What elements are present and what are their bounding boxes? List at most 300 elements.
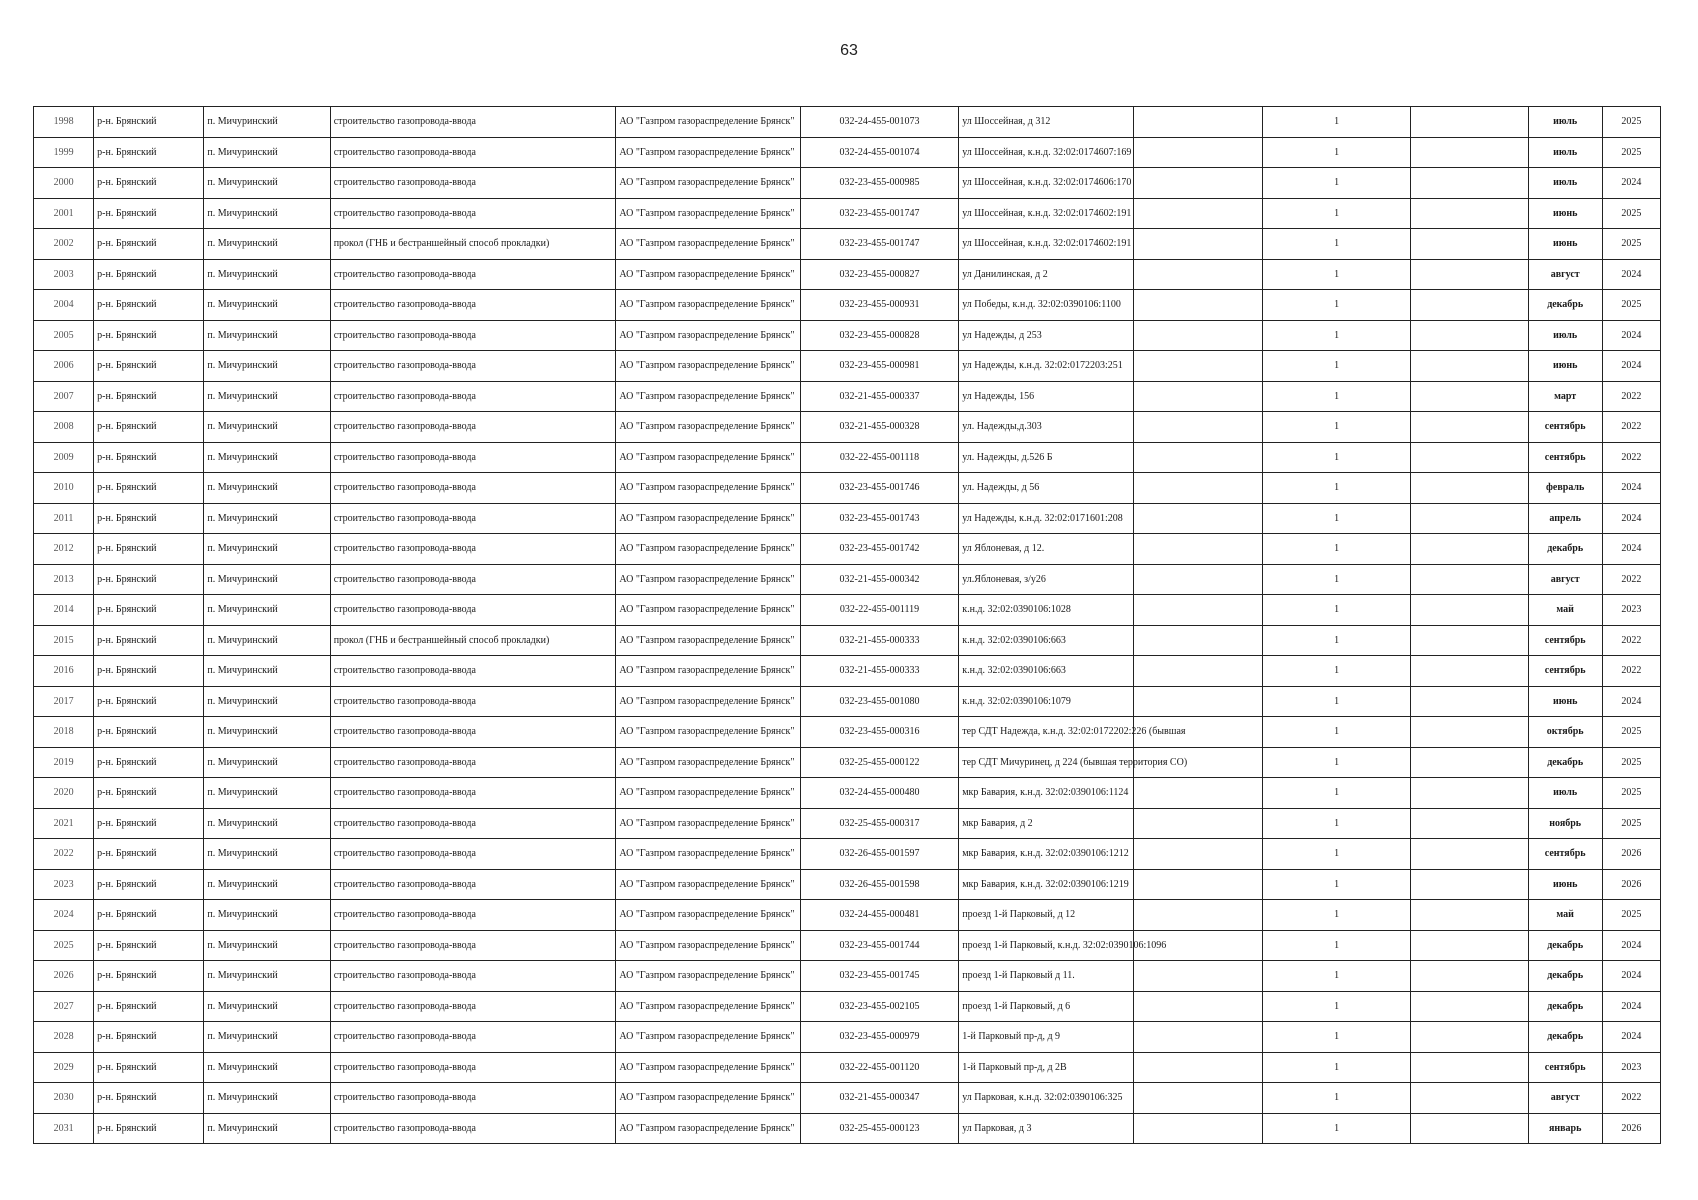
work-type-cell: строительство газопровода-ввода	[330, 991, 616, 1022]
year-cell: 2024	[1602, 168, 1660, 199]
address-cell: ул. Надежды, д 56	[959, 473, 1133, 504]
count-cell: 1	[1262, 534, 1410, 565]
organization-cell: АО "Газпром газораспределение Брянск"	[616, 168, 800, 199]
empty-cell	[1133, 1052, 1262, 1083]
month-cell: декабрь	[1528, 961, 1602, 992]
year-cell: 2025	[1602, 900, 1660, 931]
request-code-cell: 032-26-455-001598	[800, 869, 958, 900]
settlement-cell: п. Мичуринский	[204, 198, 330, 229]
row-number-cell: 2025	[34, 930, 94, 961]
row-number-cell: 2002	[34, 229, 94, 260]
request-code-cell: 032-24-455-000481	[800, 900, 958, 931]
address-cell: ул Шоссейная, д 312	[959, 107, 1133, 138]
row-number-cell: 2028	[34, 1022, 94, 1053]
work-type-cell: строительство газопровода-ввода	[330, 503, 616, 534]
request-code-cell: 032-22-455-001118	[800, 442, 958, 473]
request-code-cell: 032-23-455-001742	[800, 534, 958, 565]
empty-cell	[1411, 1113, 1528, 1144]
row-number-cell: 2008	[34, 412, 94, 443]
count-cell: 1	[1262, 900, 1410, 931]
empty-cell	[1411, 564, 1528, 595]
row-number-cell: 2023	[34, 869, 94, 900]
settlement-cell: п. Мичуринский	[204, 656, 330, 687]
organization-cell: АО "Газпром газораспределение Брянск"	[616, 778, 800, 809]
district-cell: р-н. Брянский	[94, 412, 204, 443]
empty-cell	[1411, 930, 1528, 961]
district-cell: р-н. Брянский	[94, 564, 204, 595]
district-cell: р-н. Брянский	[94, 229, 204, 260]
work-type-cell: строительство газопровода-ввода	[330, 961, 616, 992]
table-row	[34, 198, 1661, 229]
count-cell: 1	[1262, 686, 1410, 717]
month-cell: июль	[1528, 778, 1602, 809]
table-row	[34, 564, 1661, 595]
table-row	[34, 320, 1661, 351]
organization-cell: АО "Газпром газораспределение Брянск"	[616, 595, 800, 626]
work-type-cell: строительство газопровода-ввода	[330, 168, 616, 199]
year-cell: 2025	[1602, 717, 1660, 748]
address-cell: ул Яблоневая, д 12.	[959, 534, 1133, 565]
work-type-cell: строительство газопровода-ввода	[330, 442, 616, 473]
district-cell: р-н. Брянский	[94, 198, 204, 229]
work-type-cell: строительство газопровода-ввода	[330, 381, 616, 412]
settlement-cell: п. Мичуринский	[204, 930, 330, 961]
table-row	[34, 930, 1661, 961]
count-cell: 1	[1262, 1083, 1410, 1114]
work-type-cell: строительство газопровода-ввода	[330, 107, 616, 138]
address-cell: ул Надежды, к.н.д. 32:02:0172203:251	[959, 351, 1133, 382]
empty-cell	[1133, 686, 1262, 717]
request-code-cell: 032-26-455-001597	[800, 839, 958, 870]
request-code-cell: 032-23-455-000981	[800, 351, 958, 382]
table-row	[34, 595, 1661, 626]
settlement-cell: п. Мичуринский	[204, 717, 330, 748]
work-type-cell: строительство газопровода-ввода	[330, 900, 616, 931]
empty-cell	[1133, 198, 1262, 229]
year-cell: 2026	[1602, 839, 1660, 870]
row-number-cell: 1999	[34, 137, 94, 168]
organization-cell: АО "Газпром газораспределение Брянск"	[616, 656, 800, 687]
empty-cell	[1411, 198, 1528, 229]
district-cell: р-н. Брянский	[94, 137, 204, 168]
organization-cell: АО "Газпром газораспределение Брянск"	[616, 839, 800, 870]
month-cell: июль	[1528, 107, 1602, 138]
empty-cell	[1133, 564, 1262, 595]
work-type-cell: строительство газопровода-ввода	[330, 686, 616, 717]
month-cell: июль	[1528, 168, 1602, 199]
month-cell: июнь	[1528, 351, 1602, 382]
empty-cell	[1411, 717, 1528, 748]
district-cell: р-н. Брянский	[94, 656, 204, 687]
address-cell: мкр Бавария, к.н.д. 32:02:0390106:1219	[959, 869, 1133, 900]
request-code-cell: 032-25-455-000123	[800, 1113, 958, 1144]
month-cell: август	[1528, 1083, 1602, 1114]
work-type-cell: строительство газопровода-ввода	[330, 869, 616, 900]
row-number-cell: 2003	[34, 259, 94, 290]
address-cell: мкр Бавария, д 2	[959, 808, 1133, 839]
request-code-cell: 032-23-455-000979	[800, 1022, 958, 1053]
settlement-cell: п. Мичуринский	[204, 839, 330, 870]
table-row	[34, 137, 1661, 168]
empty-cell	[1411, 473, 1528, 504]
address-cell: ул. Надежды,д.303	[959, 412, 1133, 443]
work-type-cell: строительство газопровода-ввода	[330, 351, 616, 382]
row-number-cell: 2021	[34, 808, 94, 839]
count-cell: 1	[1262, 839, 1410, 870]
month-cell: декабрь	[1528, 747, 1602, 778]
request-code-cell: 032-23-455-001746	[800, 473, 958, 504]
empty-cell	[1411, 595, 1528, 626]
request-code-cell: 032-24-455-001073	[800, 107, 958, 138]
organization-cell: АО "Газпром газораспределение Брянск"	[616, 930, 800, 961]
table-row	[34, 503, 1661, 534]
settlement-cell: п. Мичуринский	[204, 564, 330, 595]
organization-cell: АО "Газпром газораспределение Брянск"	[616, 961, 800, 992]
request-code-cell: 032-23-455-000828	[800, 320, 958, 351]
address-cell: ул Шоссейная, к.н.д. 32:02:0174606:170	[959, 168, 1133, 199]
row-number-cell: 2014	[34, 595, 94, 626]
request-code-cell: 032-23-455-000827	[800, 259, 958, 290]
count-cell: 1	[1262, 717, 1410, 748]
month-cell: июль	[1528, 320, 1602, 351]
district-cell: р-н. Брянский	[94, 961, 204, 992]
table-row	[34, 1052, 1661, 1083]
work-type-cell: строительство газопровода-ввода	[330, 198, 616, 229]
empty-cell	[1133, 1113, 1262, 1144]
count-cell: 1	[1262, 1022, 1410, 1053]
address-cell: мкр Бавария, к.н.д. 32:02:0390106:1212	[959, 839, 1133, 870]
address-cell: ул Шоссейная, к.н.д. 32:02:0174607:169	[959, 137, 1133, 168]
organization-cell: АО "Газпром газораспределение Брянск"	[616, 1083, 800, 1114]
empty-cell	[1133, 1083, 1262, 1114]
organization-cell: АО "Газпром газораспределение Брянск"	[616, 869, 800, 900]
organization-cell: АО "Газпром газораспределение Брянск"	[616, 473, 800, 504]
district-cell: р-н. Брянский	[94, 625, 204, 656]
district-cell: р-н. Брянский	[94, 1083, 204, 1114]
row-number-cell: 2016	[34, 656, 94, 687]
row-number-cell: 2018	[34, 717, 94, 748]
empty-cell	[1133, 808, 1262, 839]
work-type-cell: строительство газопровода-ввода	[330, 1083, 616, 1114]
district-cell: р-н. Брянский	[94, 747, 204, 778]
settlement-cell: п. Мичуринский	[204, 229, 330, 260]
year-cell: 2025	[1602, 198, 1660, 229]
year-cell: 2025	[1602, 290, 1660, 321]
request-code-cell: 032-25-455-000317	[800, 808, 958, 839]
empty-cell	[1411, 625, 1528, 656]
organization-cell: АО "Газпром газораспределение Брянск"	[616, 442, 800, 473]
organization-cell: АО "Газпром газораспределение Брянск"	[616, 1052, 800, 1083]
count-cell: 1	[1262, 137, 1410, 168]
work-type-cell: строительство газопровода-ввода	[330, 259, 616, 290]
table-row	[34, 778, 1661, 809]
empty-cell	[1411, 900, 1528, 931]
table-row	[34, 290, 1661, 321]
table-row	[34, 686, 1661, 717]
address-cell: мкр Бавария, к.н.д. 32:02:0390106:1124	[959, 778, 1133, 809]
district-cell: р-н. Брянский	[94, 320, 204, 351]
empty-cell	[1133, 168, 1262, 199]
settlement-cell: п. Мичуринский	[204, 503, 330, 534]
row-number-cell: 2004	[34, 290, 94, 321]
work-type-cell: строительство газопровода-ввода	[330, 595, 616, 626]
empty-cell	[1133, 137, 1262, 168]
empty-cell	[1411, 137, 1528, 168]
row-number-cell: 2022	[34, 839, 94, 870]
address-cell: проезд 1-й Парковый, д 12	[959, 900, 1133, 931]
work-type-cell: строительство газопровода-ввода	[330, 473, 616, 504]
settlement-cell: п. Мичуринский	[204, 168, 330, 199]
empty-cell	[1411, 168, 1528, 199]
address-cell: ул Надежды, д 253	[959, 320, 1133, 351]
table-row	[34, 1022, 1661, 1053]
empty-cell	[1133, 900, 1262, 931]
year-cell: 2025	[1602, 808, 1660, 839]
organization-cell: АО "Газпром газораспределение Брянск"	[616, 686, 800, 717]
table-row	[34, 991, 1661, 1022]
empty-cell	[1411, 503, 1528, 534]
month-cell: сентябрь	[1528, 442, 1602, 473]
table-row	[34, 869, 1661, 900]
district-cell: р-н. Брянский	[94, 1022, 204, 1053]
row-number-cell: 2007	[34, 381, 94, 412]
empty-cell	[1411, 808, 1528, 839]
address-cell: ул Победы, к.н.д. 32:02:0390106:1100	[959, 290, 1133, 321]
year-cell: 2024	[1602, 961, 1660, 992]
empty-cell	[1133, 595, 1262, 626]
year-cell: 2026	[1602, 1113, 1660, 1144]
count-cell: 1	[1262, 930, 1410, 961]
row-number-cell: 2013	[34, 564, 94, 595]
address-cell: ул. Надежды, д.526 Б	[959, 442, 1133, 473]
district-cell: р-н. Брянский	[94, 839, 204, 870]
month-cell: сентябрь	[1528, 839, 1602, 870]
district-cell: р-н. Брянский	[94, 1113, 204, 1144]
year-cell: 2023	[1602, 595, 1660, 626]
work-type-cell: строительство газопровода-ввода	[330, 1052, 616, 1083]
address-cell: ул Шоссейная, к.н.д. 32:02:0174602:191	[959, 229, 1133, 260]
row-number-cell: 2000	[34, 168, 94, 199]
month-cell: июнь	[1528, 869, 1602, 900]
empty-cell	[1411, 839, 1528, 870]
month-cell: май	[1528, 595, 1602, 626]
empty-cell	[1411, 1083, 1528, 1114]
month-cell: июнь	[1528, 686, 1602, 717]
count-cell: 1	[1262, 381, 1410, 412]
settlement-cell: п. Мичуринский	[204, 320, 330, 351]
request-code-cell: 032-21-455-000333	[800, 625, 958, 656]
year-cell: 2024	[1602, 351, 1660, 382]
request-code-cell: 032-21-455-000342	[800, 564, 958, 595]
month-cell: декабрь	[1528, 930, 1602, 961]
organization-cell: АО "Газпром газораспределение Брянск"	[616, 717, 800, 748]
table-row	[34, 717, 1661, 748]
request-code-cell: 032-23-455-002105	[800, 991, 958, 1022]
organization-cell: АО "Газпром газораспределение Брянск"	[616, 900, 800, 931]
empty-cell	[1133, 412, 1262, 443]
row-number-cell: 2029	[34, 1052, 94, 1083]
month-cell: март	[1528, 381, 1602, 412]
year-cell: 2026	[1602, 869, 1660, 900]
district-cell: р-н. Брянский	[94, 442, 204, 473]
settlement-cell: п. Мичуринский	[204, 137, 330, 168]
request-code-cell: 032-22-455-001120	[800, 1052, 958, 1083]
count-cell: 1	[1262, 778, 1410, 809]
table-row	[34, 412, 1661, 443]
settlement-cell: п. Мичуринский	[204, 259, 330, 290]
year-cell: 2022	[1602, 412, 1660, 443]
address-cell: 1-й Парковый пр-д, д 9	[959, 1022, 1133, 1053]
settlement-cell: п. Мичуринский	[204, 381, 330, 412]
settlement-cell: п. Мичуринский	[204, 534, 330, 565]
address-cell: ул Надежды, 156	[959, 381, 1133, 412]
settlement-cell: п. Мичуринский	[204, 900, 330, 931]
year-cell: 2024	[1602, 259, 1660, 290]
row-number-cell: 2001	[34, 198, 94, 229]
organization-cell: АО "Газпром газораспределение Брянск"	[616, 808, 800, 839]
year-cell: 2022	[1602, 381, 1660, 412]
table-row	[34, 961, 1661, 992]
empty-cell	[1411, 778, 1528, 809]
table-row	[34, 473, 1661, 504]
empty-cell	[1411, 412, 1528, 443]
empty-cell	[1133, 1022, 1262, 1053]
count-cell: 1	[1262, 198, 1410, 229]
empty-cell	[1133, 869, 1262, 900]
table-row	[34, 625, 1661, 656]
row-number-cell: 2024	[34, 900, 94, 931]
year-cell: 2025	[1602, 747, 1660, 778]
empty-cell	[1133, 778, 1262, 809]
row-number-cell: 2015	[34, 625, 94, 656]
year-cell: 2024	[1602, 930, 1660, 961]
count-cell: 1	[1262, 168, 1410, 199]
row-number-cell: 2020	[34, 778, 94, 809]
request-code-cell: 032-21-455-000347	[800, 1083, 958, 1114]
table-row	[34, 747, 1661, 778]
work-type-cell: строительство газопровода-ввода	[330, 137, 616, 168]
empty-cell	[1411, 107, 1528, 138]
empty-cell	[1411, 656, 1528, 687]
count-cell: 1	[1262, 442, 1410, 473]
table-row	[34, 656, 1661, 687]
request-code-cell: 032-23-455-000985	[800, 168, 958, 199]
count-cell: 1	[1262, 747, 1410, 778]
year-cell: 2025	[1602, 778, 1660, 809]
request-code-cell: 032-23-455-001747	[800, 198, 958, 229]
district-cell: р-н. Брянский	[94, 1052, 204, 1083]
settlement-cell: п. Мичуринский	[204, 107, 330, 138]
district-cell: р-н. Брянский	[94, 107, 204, 138]
work-type-cell: строительство газопровода-ввода	[330, 808, 616, 839]
address-cell: ул Шоссейная, к.н.д. 32:02:0174602:191	[959, 198, 1133, 229]
row-number-cell: 2012	[34, 534, 94, 565]
month-cell: апрель	[1528, 503, 1602, 534]
month-cell: июль	[1528, 137, 1602, 168]
district-cell: р-н. Брянский	[94, 534, 204, 565]
address-cell: тер СДТ Мичуринец, д 224 (бывшая территория СО)	[959, 747, 1133, 778]
district-cell: р-н. Брянский	[94, 717, 204, 748]
empty-cell	[1411, 259, 1528, 290]
settlement-cell: п. Мичуринский	[204, 778, 330, 809]
count-cell: 1	[1262, 1113, 1410, 1144]
table-row	[34, 229, 1661, 260]
settlement-cell: п. Мичуринский	[204, 869, 330, 900]
settlement-cell: п. Мичуринский	[204, 991, 330, 1022]
settlement-cell: п. Мичуринский	[204, 595, 330, 626]
empty-cell	[1133, 290, 1262, 321]
year-cell: 2024	[1602, 991, 1660, 1022]
district-cell: р-н. Брянский	[94, 351, 204, 382]
month-cell: февраль	[1528, 473, 1602, 504]
address-cell: проезд 1-й Парковый, к.н.д. 32:02:0390106:1096	[959, 930, 1133, 961]
work-type-cell: строительство газопровода-ввода	[330, 290, 616, 321]
address-cell: тер СДТ Надежда, к.н.д. 32:02:0172202:226 (бывшая	[959, 717, 1133, 748]
address-cell: проезд 1-й Парковый, д 6	[959, 991, 1133, 1022]
settlement-cell: п. Мичуринский	[204, 808, 330, 839]
table-row	[34, 534, 1661, 565]
district-cell: р-н. Брянский	[94, 686, 204, 717]
year-cell: 2024	[1602, 503, 1660, 534]
empty-cell	[1133, 442, 1262, 473]
table-row	[34, 107, 1661, 138]
work-type-cell: прокол (ГНБ и бестраншейный способ прокладки)	[330, 625, 616, 656]
district-cell: р-н. Брянский	[94, 290, 204, 321]
work-type-cell: прокол (ГНБ и бестраншейный способ прокладки)	[330, 229, 616, 260]
settlement-cell: п. Мичуринский	[204, 412, 330, 443]
request-code-cell: 032-23-455-001080	[800, 686, 958, 717]
count-cell: 1	[1262, 595, 1410, 626]
settlement-cell: п. Мичуринский	[204, 1113, 330, 1144]
organization-cell: АО "Газпром газораспределение Брянск"	[616, 564, 800, 595]
district-cell: р-н. Брянский	[94, 778, 204, 809]
request-code-cell: 032-23-455-001745	[800, 961, 958, 992]
empty-cell	[1411, 1052, 1528, 1083]
request-code-cell: 032-23-455-001744	[800, 930, 958, 961]
month-cell: август	[1528, 564, 1602, 595]
address-cell: ул Надежды, к.н.д. 32:02:0171601:208	[959, 503, 1133, 534]
request-code-cell: 032-25-455-000122	[800, 747, 958, 778]
settlement-cell: п. Мичуринский	[204, 351, 330, 382]
count-cell: 1	[1262, 961, 1410, 992]
empty-cell	[1133, 351, 1262, 382]
district-cell: р-н. Брянский	[94, 259, 204, 290]
organization-cell: АО "Газпром газораспределение Брянск"	[616, 991, 800, 1022]
empty-cell	[1411, 442, 1528, 473]
table-row	[34, 1113, 1661, 1144]
year-cell: 2024	[1602, 1022, 1660, 1053]
empty-cell	[1133, 625, 1262, 656]
empty-cell	[1411, 991, 1528, 1022]
page-number: 63	[840, 42, 858, 59]
work-type-cell: строительство газопровода-ввода	[330, 320, 616, 351]
work-type-cell: строительство газопровода-ввода	[330, 717, 616, 748]
month-cell: июнь	[1528, 229, 1602, 260]
table-row	[34, 442, 1661, 473]
empty-cell	[1133, 381, 1262, 412]
address-cell: 1-й Парковый пр-д, д 2В	[959, 1052, 1133, 1083]
row-number-cell: 2019	[34, 747, 94, 778]
month-cell: декабрь	[1528, 1022, 1602, 1053]
count-cell: 1	[1262, 656, 1410, 687]
request-code-cell: 032-21-455-000328	[800, 412, 958, 443]
count-cell: 1	[1262, 1052, 1410, 1083]
month-cell: август	[1528, 259, 1602, 290]
month-cell: декабрь	[1528, 290, 1602, 321]
organization-cell: АО "Газпром газораспределение Брянск"	[616, 137, 800, 168]
year-cell: 2022	[1602, 625, 1660, 656]
empty-cell	[1411, 869, 1528, 900]
